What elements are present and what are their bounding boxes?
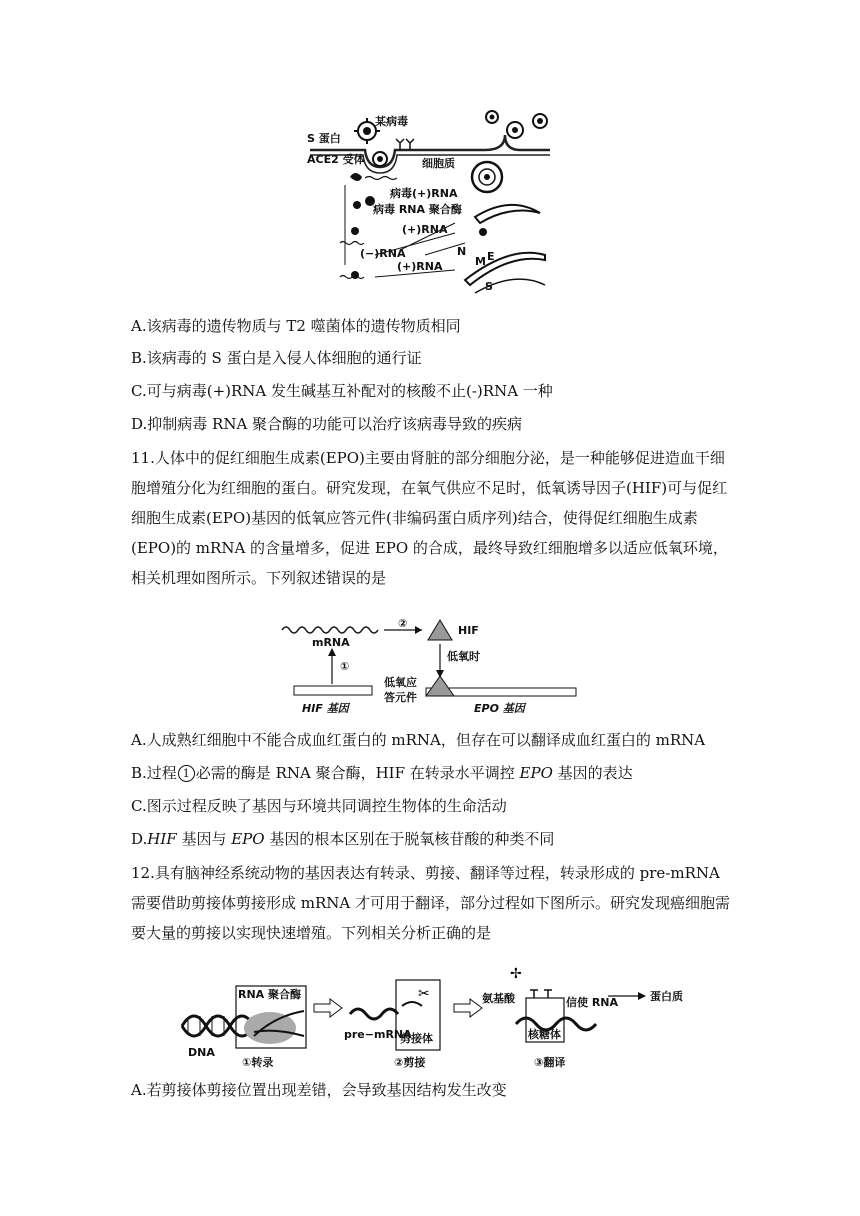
scissors-icon: ✂ [418,986,430,1002]
q11-d-epo: EPO [231,830,265,848]
label-mrna: mRNA [312,636,350,649]
dna-helix-icon [182,1016,254,1036]
label-ace2: ACE2 受体 [307,153,365,166]
q10-option-a: A.该病毒的遗传物质与 T2 噬菌体的遗传物质相同 [131,317,461,335]
label-e: E [487,250,495,263]
q11-stem: 11.人体中的促红细胞生成素(EPO)主要由肾脏的部分细胞分泌，是一种能够促进造血干细胞增殖分化为红细胞的蛋白。研究发现，在氧气供应不足时，低氧诱导因子(HIF)可与促红细胞生成素(EPO)基因的低氧应答元件(非编码蛋白质序列)结合，使得促红细胞生成素(EPO)的 mRNA 的含量增多，促进 EPO 的合成，最终导致红细胞增多以适应低氧环境，相关机理如图所示。下列叙述错误的是 [131,449,728,587]
label-step-1: ① [340,660,350,673]
q11-option-b [131,763,633,783]
released-virus-icon [486,111,547,138]
label-s: S [485,280,493,293]
mrna-wave [282,627,378,633]
label-pos-rna: 病毒(+)RNA [390,187,458,200]
label-step-splicing: ②剪接 [394,1056,426,1069]
gene-expression-figure [180,966,720,1071]
virus-replication-figure [305,105,555,300]
q12-stem: 12.具有脑神经系统动物的基因表达有转录、剪接、翻译等过程，转录形成的 pre-mRNA 需要借助剪接体剪接形成 mRNA 才可用于翻译，部分过程如下图所示。研究发现癌细胞需要大量的剪接以实现快速增殖。下列相关分析正确的是 [131,864,731,942]
golgi-icon [475,205,540,223]
label-m: M [475,255,486,268]
q10-option-c: C.可与病毒(+)RNA 发生碱基互补配对的核酸不止(-)RNA 一种 [131,382,553,400]
label-low-oxygen: 低氧时 [447,650,480,663]
q11-b-post: 基因的表达 [552,764,633,782]
q11-b-circle: 1 [178,765,195,782]
label-dna: DNA [188,1046,215,1059]
label-spliceosome: 剪接体 [400,1032,433,1045]
label-s-protein: S 蛋白 [307,132,341,145]
q10-option-b: B.该病毒的 S 蛋白是入侵人体细胞的通行证 [131,349,422,367]
label-step-translation: ③翻译 [534,1056,566,1069]
q11-option-d [131,829,554,849]
hif-protein-icon [428,620,452,640]
label-amino-acid: 氨基酸 [482,992,515,1005]
rna-polymerase-icon [244,1012,296,1044]
ace2-receptor-icon [396,139,414,150]
hif-gene-bar [294,686,372,695]
q10-option-d: D.抑制病毒 RNA 聚合酶的功能可以治疗该病毒导致的疾病 [131,415,523,433]
label-step-transcription: ①转录 [242,1056,274,1069]
label-element-2: 答元件 [384,691,417,704]
label-pos-rna-3: (+)RNA [397,260,443,273]
label-rna-polymerase: 病毒 RNA 聚合酶 [373,203,462,216]
pre-mrna-icon [350,1009,398,1019]
label-hif-gene: HIF 基因 [302,702,349,715]
q11-b-mid: 必需的酶是 RNA 聚合酶，HIF 在转录水平调控 [195,764,520,782]
label-pos-rna-2: (+)RNA [402,223,448,236]
label-pre-mrna: pre−mRNA [344,1028,412,1041]
label-n: N [457,245,467,258]
label-cytoplasm: 细胞质 [422,157,455,170]
label-protein: 蛋白质 [650,990,683,1003]
label-virus: 某病毒 [375,115,408,128]
amino-acid-icon: ✢ [510,966,522,982]
label-neg-rna: (−)RNA [360,247,406,260]
q11-option-a: A.人成熟红细胞中不能合成血红蛋白的 mRNA，但存在可以翻译成血红蛋白的 mRNA [131,731,706,749]
label-messenger-rna: 信使 RNA [566,996,619,1009]
label-step-2: ② [398,617,408,630]
label-epo-gene: EPO 基因 [474,702,525,715]
label-hif: HIF [458,624,479,637]
q11-b-epo: EPO [519,764,553,782]
q11-b-pre: B.过程 [131,764,177,782]
label-rna-polymerase: RNA 聚合酶 [238,988,302,1001]
trna-icon [530,990,552,998]
q11-d-mid: 基因与 [176,830,232,848]
q11-d-post: 基因的根本区别在于脱氧核苷酸的种类不同 [264,830,555,848]
label-ribosome: 核糖体 [528,1028,561,1041]
hif-epo-figure [280,612,580,717]
label-element-1: 低氧应 [384,676,417,689]
q11-option-c: C.图示过程反映了基因与环境共同调控生物体的生命活动 [131,797,507,815]
q12-option-a: A.若剪接体剪接位置出现差错，会导致基因结构发生改变 [131,1081,507,1099]
q11-d-pre: D. [131,830,148,848]
q11-d-hif: HIF [147,830,177,848]
